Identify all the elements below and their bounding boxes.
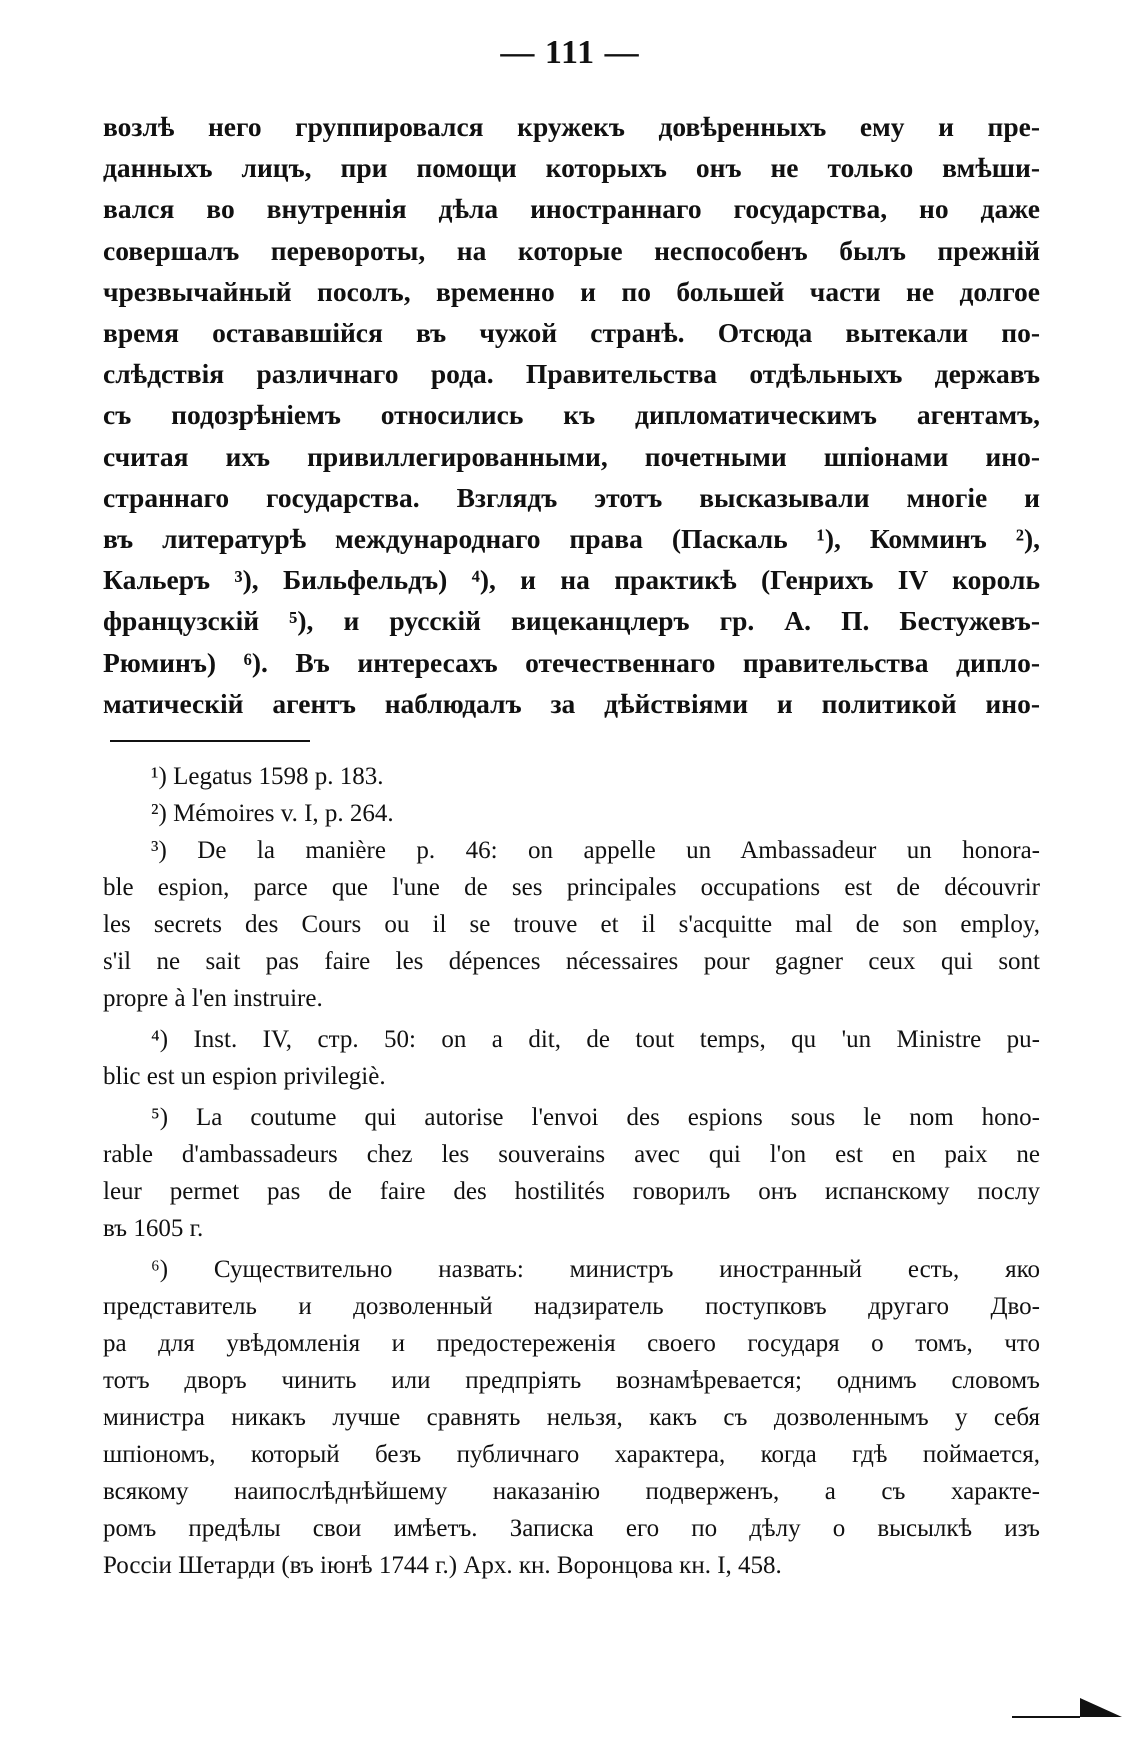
footnote-separator [110, 740, 310, 742]
body-line: Кальеръ ³), Бильфельдъ) ⁴), и на практикѣ (Генрихъ IV король [103, 564, 1040, 596]
body-line: страннаго государства. Взглядъ этотъ высказывали многіе и [103, 481, 1040, 513]
footnote-line: ¹) Legatus 1598 p. 183. [151, 763, 384, 790]
footnote-line: ⁶) Существительно назвать: министръ иностранный есть, яко [151, 1256, 1040, 1283]
body-line: время остававшійся въ чужой странѣ. Отсюда вытекали по- [103, 317, 1040, 349]
footnote-1 [103, 758, 1040, 795]
footnote-line: ²) Mémoires v. I, p. 264. [151, 800, 394, 827]
footnote-line: leur permet pas de faire des hostilités говорилъ онъ испанскому послу [103, 1178, 1040, 1205]
body-line: совершалъ перевороты, на которые неспособенъ былъ прежній [103, 234, 1040, 266]
footnote-line: propre à l'en instruire. [103, 985, 323, 1012]
footnote-line: rable d'ambassadeurs chez les souverains avec qui l'on est en paix ne [103, 1141, 1040, 1168]
footnote-line: всякому наипослѣднѣйшему наказанію подверженъ, а съ характе- [103, 1478, 1040, 1505]
body-text [103, 106, 1040, 724]
body-line: Рюминъ) ⁶). Въ интересахъ отечественнаго правительства дипло- [103, 646, 1040, 678]
body-line: вался во внутреннія дѣла иностраннаго государства, но даже [103, 193, 1040, 225]
footnote-4 [103, 1021, 1040, 1095]
body-line: матическій агентъ наблюдалъ за дѣйствіями и политикой ино- [103, 687, 1040, 719]
footnote-line: ра для увѣдомленія и предостереженія своего государя о томъ, что [103, 1330, 1040, 1357]
footnote-line: ⁵) La coutume qui autorise l'envoi des espions sous le nom hono- [151, 1104, 1040, 1131]
footnote-line: представитель и дозволенный надзиратель поступковъ другаго Дво- [103, 1293, 1040, 1320]
footnote-line: ble espion, parce que l'une de ses principales occupations est de découvrir [103, 874, 1040, 901]
body-line: возлѣ него группировался кружекъ довѣренныхъ ему и пре- [103, 111, 1040, 142]
footnote-5 [103, 1099, 1040, 1247]
page-number: — 111 — [500, 34, 640, 71]
body-line: съ подозрѣніемъ относились къ дипломатическимъ агентамъ, [103, 399, 1040, 431]
footnote-line: les secrets des Cours ou il se trouve et il s'acquitte mal de son employ, [103, 911, 1040, 938]
footnote-2 [103, 795, 1040, 832]
footnote-line: blic est un espion privilegiè. [103, 1063, 386, 1090]
footnote-line: ромъ предѣлы свои имѣетъ. Записка его по дѣлу о высылкѣ изъ [103, 1515, 1040, 1542]
footnote-3 [103, 832, 1040, 1017]
body-line: считая ихъ привиллегированными, почетными шпіонами ино- [103, 440, 1040, 472]
footnote-line: въ 1605 г. [103, 1215, 204, 1242]
footnote-line: ³) De la manière p. 46: on appelle un Ambassadeur un honora- [151, 837, 1040, 864]
body-line: слѣдствія различнаго рода. Правительства отдѣльныхъ державъ [103, 358, 1040, 390]
footnote-line: министра никакъ лучше сравнять нельзя, какъ съ дозволеннымъ у себя [103, 1404, 1040, 1431]
body-line: французскій ⁵), и русскій вицеканцлеръ гр. А. П. Бестужевъ- [103, 605, 1040, 637]
arrow-right-icon [1010, 1696, 1130, 1718]
footnote-6 [103, 1251, 1040, 1584]
footnote-line: Россіи Шетарди (въ іюнѣ 1744 г.) Арх. кн. Воронцова кн. I, 458. [103, 1552, 782, 1579]
body-line: чрезвычайный посолъ, временно и по большей части не долгое [103, 275, 1040, 307]
body-line: въ литературѣ международнаго права (Паскаль ¹), Комминъ ²), [103, 523, 1040, 555]
footnote-line: тотъ дворъ чинить или предпріять вознамѣревается; однимъ словомъ [103, 1367, 1040, 1394]
footnote-line: s'il ne sait pas faire les dépences nécessaires pour gagner ceux qui sont [103, 948, 1040, 975]
footnotes [103, 758, 1040, 1584]
footnote-line: шпіономъ, который безъ публичнаго характера, когда гдѣ поймается, [103, 1441, 1040, 1468]
body-line: данныхъ лицъ, при помощи которыхъ онъ не только вмѣши- [103, 152, 1040, 184]
footnote-line: ⁴) Inst. IV, стр. 50: on a dit, de tout temps, qu 'un Ministre pu- [151, 1026, 1040, 1053]
